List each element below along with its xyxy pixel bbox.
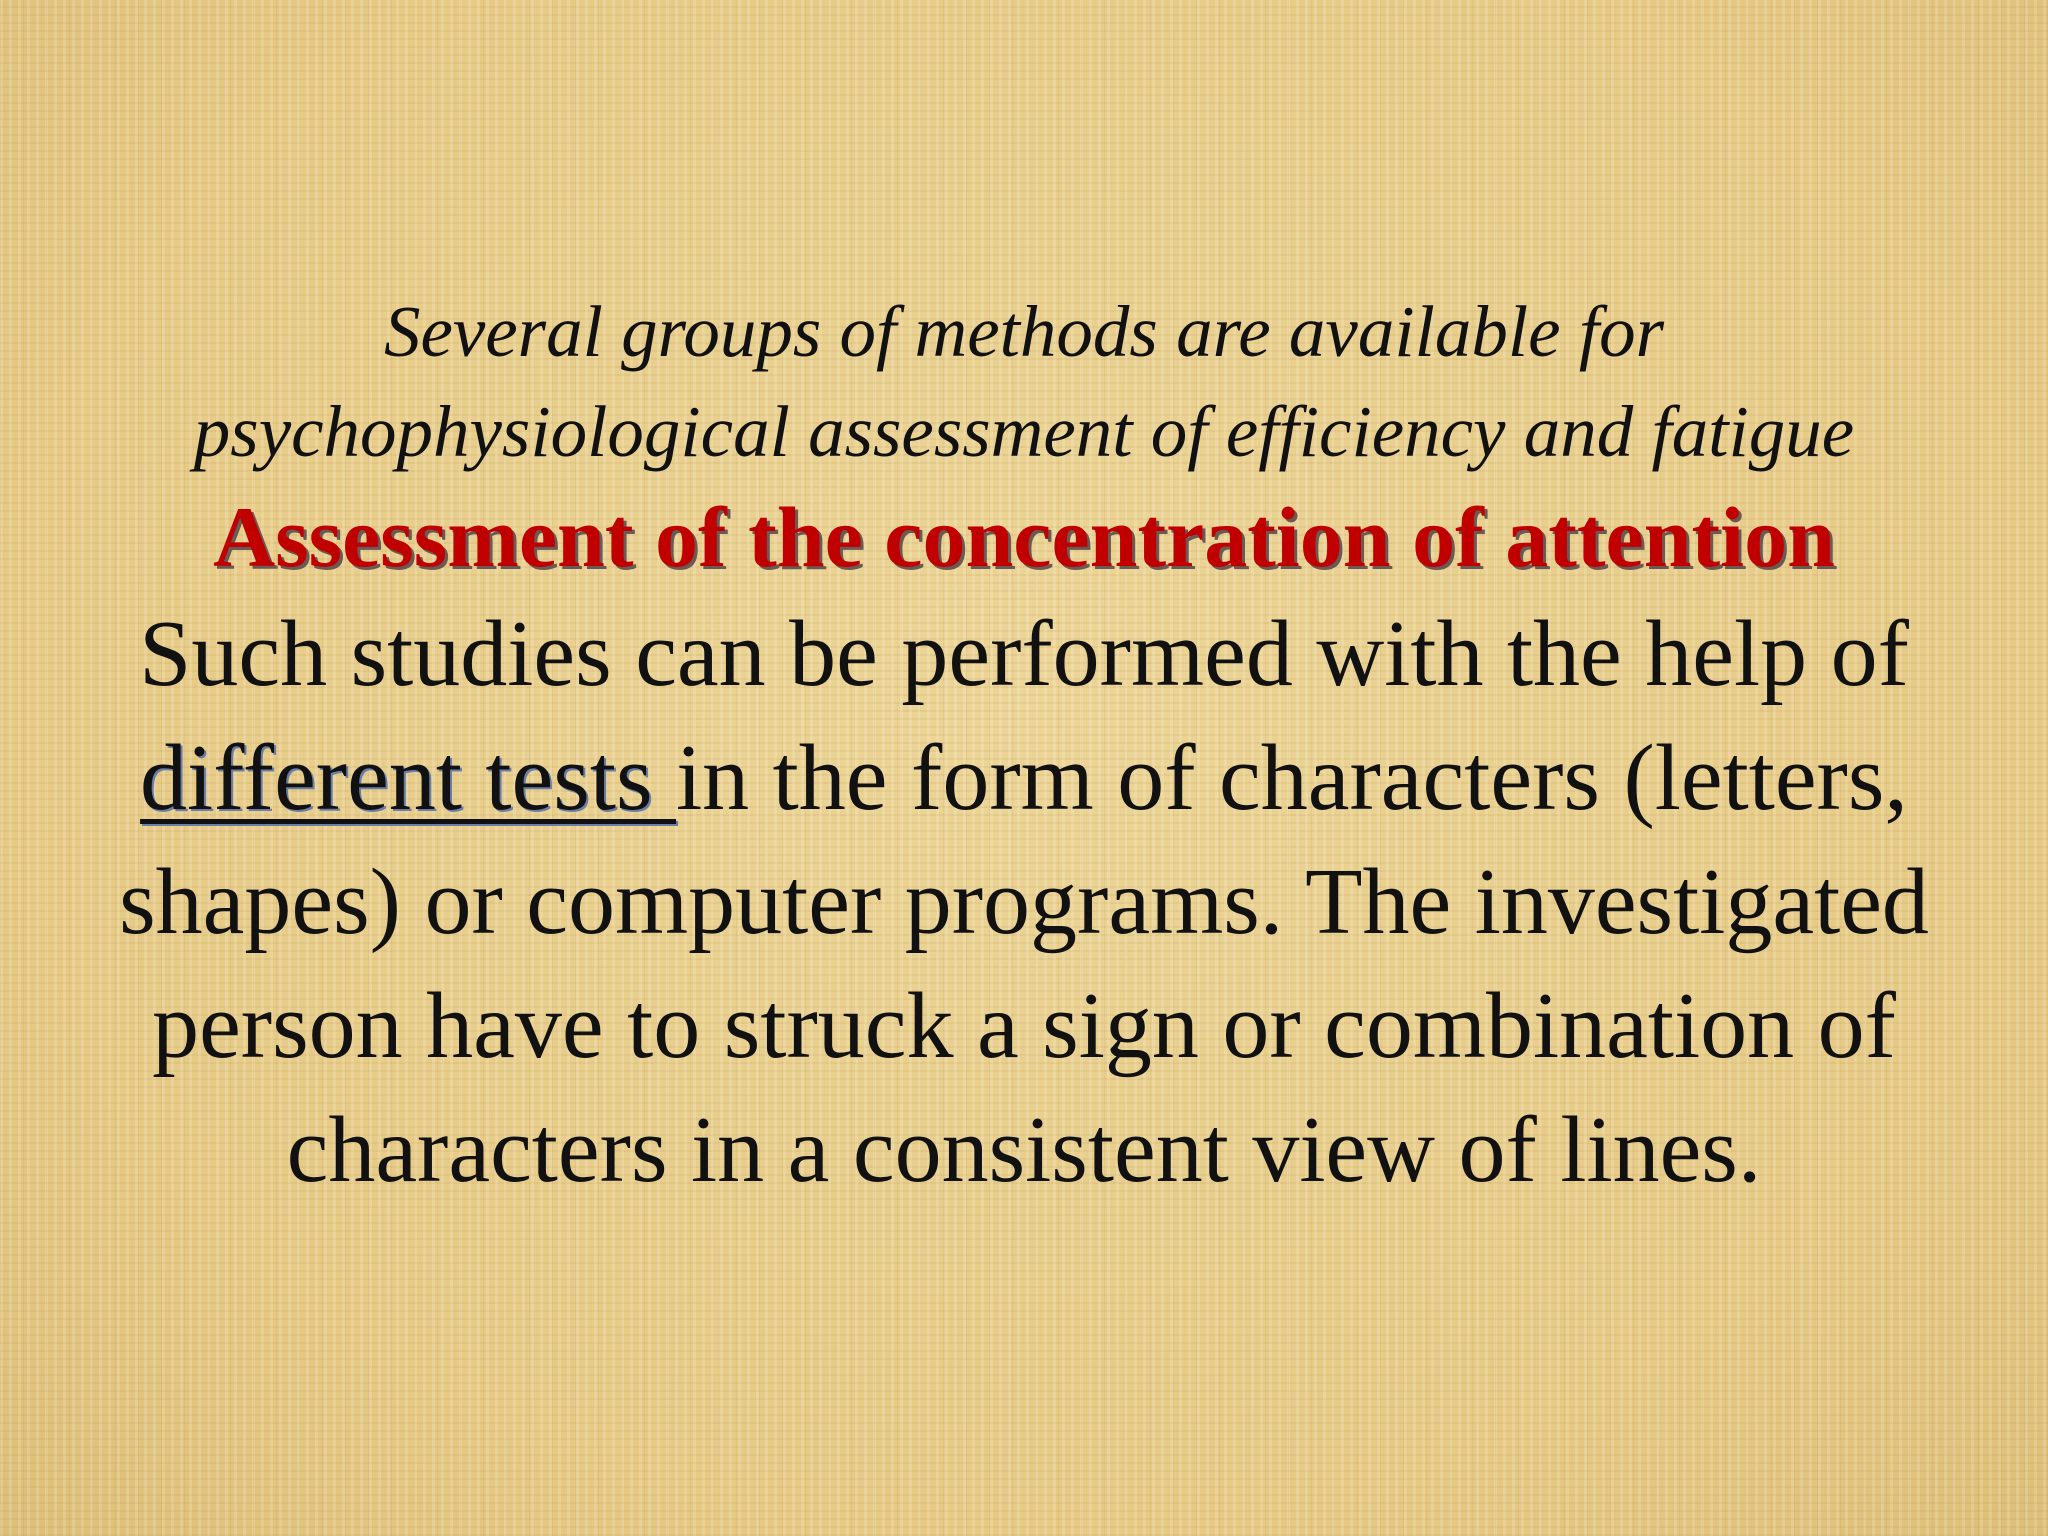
body-line-2-rest: in the form of characters (letters, — [676, 726, 1908, 830]
body-line-5: characters in a consistent view of lines. — [286, 1098, 1762, 1202]
body-line-1: Such studies can be performed with the help of — [139, 602, 1909, 706]
body-line-2 — [0, 716, 2048, 840]
intro-line-1: Several groups of methods are available for — [383, 291, 1665, 372]
body-line-3: shapes) or computer programs. The investigated — [119, 850, 1929, 954]
intro-line-2: psychophysiological assessment of efficiency and fatigue — [193, 391, 1855, 472]
intro-text — [0, 282, 2048, 482]
different-tests-link[interactable]: different tests — [140, 726, 677, 830]
body-text — [0, 592, 2048, 1212]
slide-heading: Assessment of the concentration of attention — [213, 489, 1835, 585]
slide-content — [0, 282, 2048, 1212]
body-line-4: person have to struck a sign or combination of — [152, 974, 1896, 1078]
